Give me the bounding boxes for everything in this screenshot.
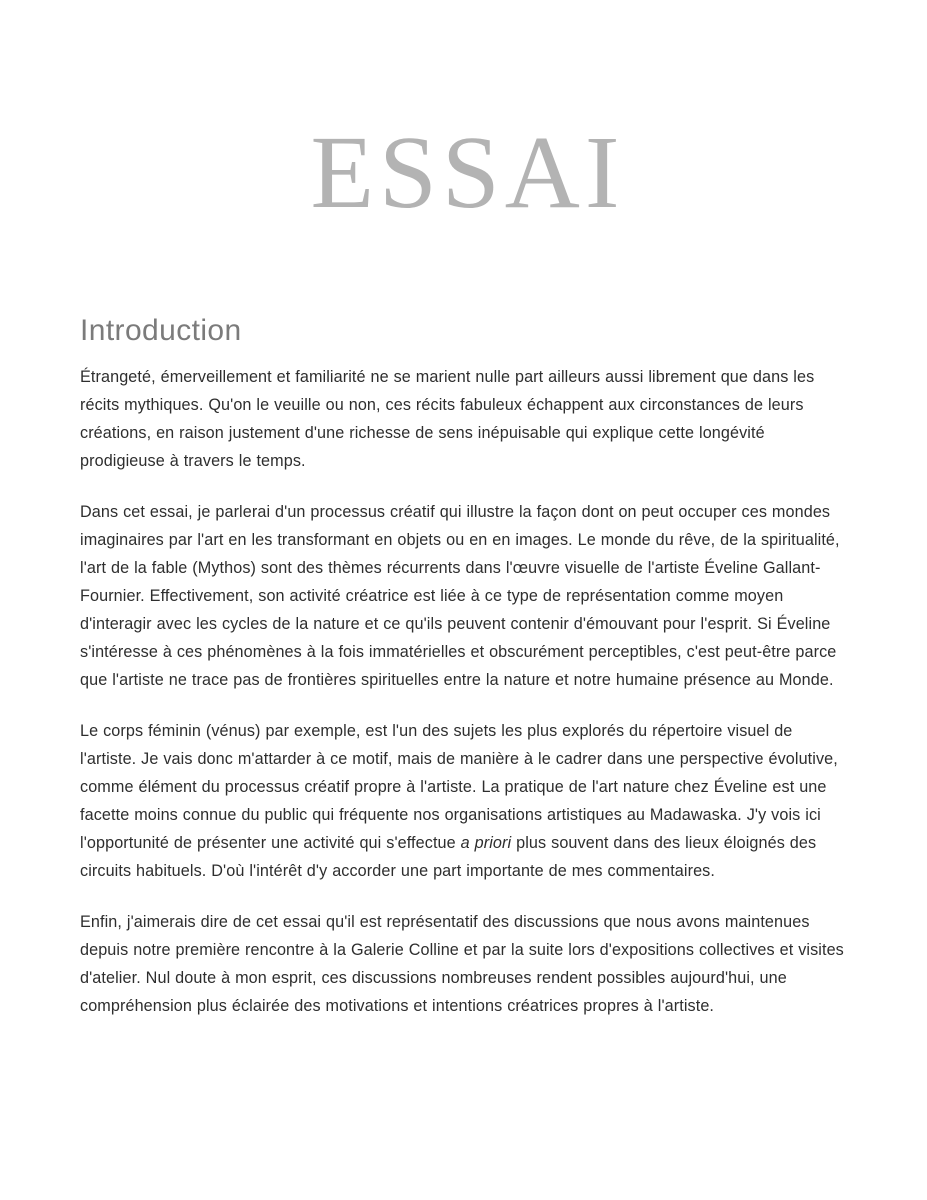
paragraph-1: Étrangeté, émerveillement et familiarité ne se marient nulle part ailleurs aussi librement que dans les récits mythiques. Qu'on le veuille ou non, ces récits fabuleux échappent aux circonstances de leurs créations, en raison justement d'une richesse de sens inépuisable qui explique cette longévité prodigieuse à travers le temps. [80, 368, 815, 470]
paragraph-3 [80, 717, 848, 885]
paragraph-2: Dans cet essai, je parlerai d'un processus créatif qui illustre la façon dont on peut occuper ces mondes imaginaires par l'art en les transformant en objets ou en en images. Le monde du rêve, de la spiritualité, l'art de la fable (Mythos) sont des thèmes récurrents dans l'œuvre visuelle de l'artiste Éveline Gallant-Fournier. Effectivement, son activité créatrice est liée à ce type de représentation comme moyen d'interagir avec les cycles de la nature et ce qu'ils peuvent contenir d'émouvant pour l'esprit. Si Éveline s'intéresse à ces phénomènes à la fois immatérielles et obscurément perceptibles, c'est peut-être parce que l'artiste ne trace pas de frontières spirituelles entre la nature et notre humaine présence au Monde. [80, 503, 840, 689]
paragraph-3-segment-italic: a priori [460, 834, 512, 852]
body-copy [80, 363, 848, 1020]
page-title: ESSAI [310, 115, 625, 230]
paragraph-4: Enfin, j'aimerais dire de cet essai qu'il est représentatif des discussions que nous avons maintenues depuis notre première rencontre à la Galerie Colline et par la suite lors d'expositions collectives et visites d'atelier. Nul doute à mon esprit, ces discussions nombreuses rendent possibles aujourd'hui, une compréhension plus éclairée des motivations et intentions créatrices propres à l'artiste. [80, 913, 844, 1015]
paragraph-3-segment-3: plus souvent dans des lieux éloignés des circuits habituels. D'où l'intérêt d'y accorder une part importante de mes commentaires. [80, 834, 817, 880]
paragraph-3-segment-1: Le corps féminin (vénus) par exemple, est l'un des sujets les plus explorés du répertoire visuel de l'artiste. Je vais donc m'attarder à ce motif, mais de manière à le cadrer dans une perspective évolutive, comme élément du processus créatif propre à l'artiste. La pratique de l'art nature chez Éveline est une facette moins connue du public qui fréquente nos organisations artistiques au Madawaska. J'y vois ici l'opportunité de présenter une activité qui s'effectue [80, 722, 838, 852]
section-heading-introduction: Introduction [80, 314, 242, 347]
